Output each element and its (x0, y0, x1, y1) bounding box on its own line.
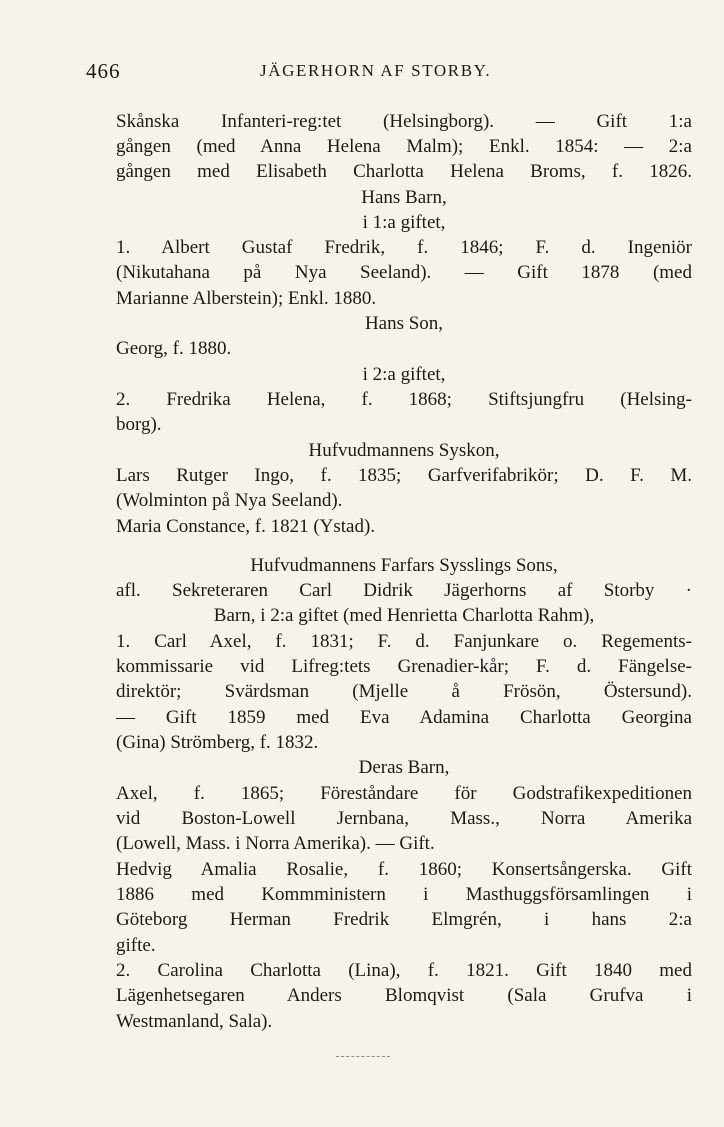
text-line: (Wolminton på Nya Seeland). (116, 490, 343, 511)
section-heading: i 2:a giftet, (362, 364, 446, 385)
text-line: 1886 med Kommministern i Masthuggsförsamlingen i (116, 884, 692, 905)
text-line: borg). (116, 414, 162, 435)
text-line: gifte. (116, 935, 156, 956)
text-line: afl. Sekreteraren Carl Didrik Jägerhorns af Storby · (116, 580, 692, 601)
text-line: direktör; Svärdsman (Mjelle å Frösön, Östersund). (116, 681, 692, 702)
text-line: Westmanland, Sala). (116, 1011, 273, 1032)
text-line: 1. Albert Gustaf Fredrik, f. 1846; F. d. Ingeniör (116, 237, 692, 258)
section-heading: Hans Barn, (361, 187, 447, 208)
text-line: 1. Carl Axel, f. 1831; F. d. Fanjunkare o. Regements- (116, 631, 692, 652)
text-line: Barn, i 2:a giftet (med Henrietta Charlotta Rahm), (213, 605, 595, 626)
footer-rule (336, 1056, 390, 1057)
section-heading: Deras Barn, (358, 757, 450, 778)
page-header (86, 59, 626, 83)
text-line: (Gina) Strömberg, f. 1832. (116, 732, 319, 753)
text-line: Hedvig Amalia Rosalie, f. 1860; Konsertsångerska. Gift (116, 859, 692, 880)
text-line: vid Boston-Lowell Jernbana, Mass., Norra Amerika (116, 808, 692, 829)
text-line: — Gift 1859 med Eva Adamina Charlotta Georgina (116, 707, 692, 728)
text-line: Skånska Infanteri-reg:tet (Helsingborg). — Gift 1:a (116, 111, 692, 132)
running-head: JÄGERHORN AF STORBY. (260, 61, 492, 80)
text-line: 2. Carolina Charlotta (Lina), f. 1821. Gift 1840 med (116, 960, 692, 981)
section-heading: i 1:a giftet, (362, 212, 446, 233)
text-line: gången (med Anna Helena Malm); Enkl. 1854: — 2:a (116, 136, 692, 157)
text-line: (Nikutahana på Nya Seeland). — Gift 1878 (med (116, 262, 692, 283)
text-line: Lars Rutger Ingo, f. 1835; Garfverifabrikör; D. F. M. (116, 465, 692, 486)
page-number: 466 (86, 59, 121, 83)
section-heading: Hans Son, (364, 313, 444, 334)
section-heading: Hufvudmannens Farfars Sysslings Sons, (250, 555, 558, 576)
section-heading: Hufvudmannens Syskon, (308, 440, 500, 461)
text-line: gången med Elisabeth Charlotta Helena Broms, f. 1826. (116, 161, 692, 182)
text-line: Axel, f. 1865; Föreståndare för Godstrafikexpeditionen (116, 783, 692, 804)
text-line: Lägenhetsegaren Anders Blomqvist (Sala Grufva i (116, 985, 692, 1006)
text-line: Georg, f. 1880. (116, 338, 232, 359)
text-line: Göteborg Herman Fredrik Elmgrén, i hans 2:a (116, 909, 692, 930)
text-line: Maria Constance, f. 1821 (Ystad). (116, 516, 376, 537)
text-line: Marianne Alberstein); Enkl. 1880. (116, 288, 377, 309)
text-line: kommissarie vid Lifreg:tets Grenadier-kår; F. d. Fängelse- (116, 656, 692, 677)
text-line: (Lowell, Mass. i Norra Amerika). — Gift. (116, 833, 435, 854)
text-line: 2. Fredrika Helena, f. 1868; Stiftsjungfru (Helsing- (116, 389, 692, 410)
